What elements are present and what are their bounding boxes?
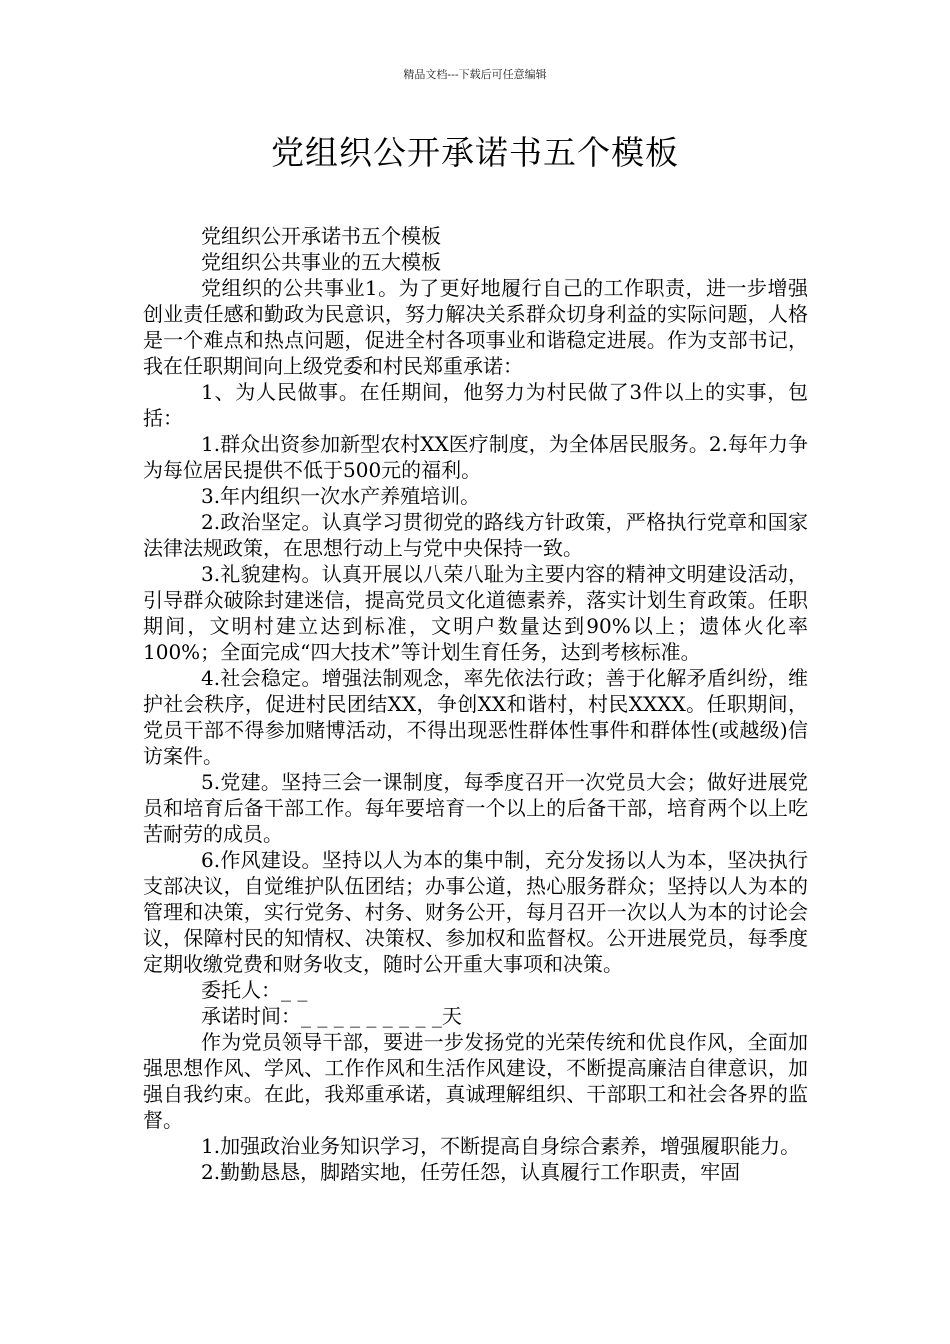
paragraph: 1.群众出资参加新型农村XX医疗制度，为全体居民服务。2.每年力争为每位居民提供不低于500元的福利。 (143, 432, 808, 482)
paragraph: 1、为人民做事。在任期间，他努力为村民做了3件以上的实事，包括： (143, 380, 808, 430)
paragraph: 承诺时间：_ _ _ _ _ _ _ _ _天 (201, 1004, 462, 1028)
paragraph: 3.礼貌建构。认真开展以八荣八耻为主要内容的精神文明建设活动，引导群众破除封建迷信，提高党员文化道德素养，落实计划生育政策。任职期间，文明村建立达到标准，文明户数量达到90%以上；遗体火化率100%；全面完成“四大技术”等计划生育任务，达到考核标准。 (143, 562, 808, 664)
paragraph: 6.作风建设。坚持以人为本的集中制，充分发扬以人为本，坚决执行支部决议，自觉维护队伍团结；办事公道，热心服务群众；坚持以人为本的管理和决策，实行党务、村务、财务公开，每月召开一次以人为本的讨论会议，保障村民的知情权、决策权、参加权和监督权。公开进展党员，每季度定期收缴党费和财务收支，随时公开重大事项和决策。 (143, 848, 808, 976)
paragraph: 3.年内组织一次水产养殖培训。 (201, 484, 481, 508)
paragraph: 4.社会稳定。增强法制观念，率先依法行政；善于化解矛盾纠纷，维护社会秩序，促进村民团结XX，争创XX和谐村，村民XXXX。任职期间，党员干部不得参加赌博活动，不得出现恶性群体性事件和群体性(或越级)信访案件。 (143, 666, 808, 768)
paragraph: 1.加强政治业务知识学习，不断提高自身综合素养，增强履职能力。 (201, 1134, 801, 1158)
paragraph: 党组织公共事业的五大模板 (201, 250, 441, 274)
paragraph: 5.党建。坚持三会一课制度，每季度召开一次党员大会；做好进展党员和培育后备干部工作。每年要培育一个以上的后备干部，培育两个以上吃苦耐劳的成员。 (143, 770, 808, 846)
document-title: 党组织公开承诺书五个模板 (271, 133, 679, 172)
paragraph: 党组织公开承诺书五个模板 (201, 224, 441, 248)
paragraph: 党组织的公共事业1。为了更好地履行自己的工作职责，进一步增强创业责任感和勤政为民意识，努力解决关系群众切身利益的实际问题，人格是一个难点和热点问题，促进全村各项事业和谐稳定进展。作为支部书记，我在任职期间向上级党委和村民郑重承诺： (143, 276, 808, 378)
paragraph: 2.政治坚定。认真学习贯彻党的路线方针政策，严格执行党章和国家法律法规政策，在思想行动上与党中央保持一致。 (143, 510, 808, 560)
page-header: 精品文档---下载后可任意编辑 (403, 68, 547, 81)
paragraph: 作为党员领导干部，要进一步发扬党的光荣传统和优良作风，全面加强思想作风、学风、工作作风和生活作风建设，不断提高廉洁自律意识，加强自我约束。在此，我郑重承诺，真诚理解组织、干部职工和社会各界的监督。 (143, 1030, 808, 1132)
document-body (143, 223, 808, 1185)
paragraph: 2.勤勤恳恳，脚踏实地，任劳任怨，认真履行工作职责，牢固 (201, 1160, 741, 1184)
paragraph: 委托人：_ _ (201, 978, 308, 1002)
